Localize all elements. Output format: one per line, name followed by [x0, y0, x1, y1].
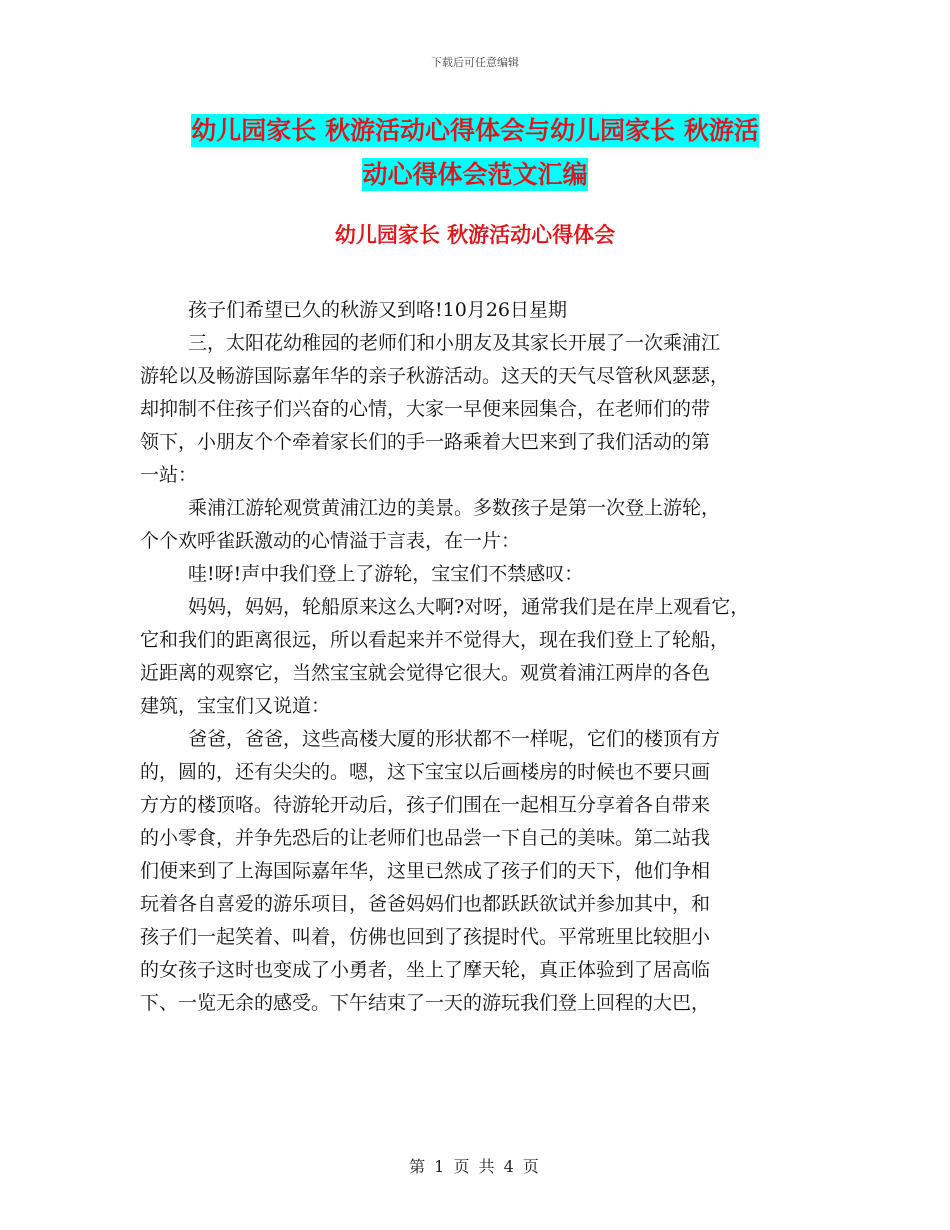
- body-line: 却抑制不住孩子们兴奋的心情，大家一早便来园集合，在老师们的带: [140, 398, 711, 420]
- body-line: 孩子们一起笑着、叫着，仿佛也回到了孩提时代。平常班里比较胆小: [140, 926, 711, 948]
- body-line: 爸爸，爸爸，这些高楼大厦的形状都不一样呢，它们的楼顶有方: [188, 728, 721, 750]
- body-line: 方方的楼顶咯。待游轮开动后，孩子们围在一起相互分享着各自带来: [140, 794, 711, 816]
- body-line: 近距离的观察它，当然宝宝就会觉得它很大。观赏着浦江两岸的各色: [140, 662, 711, 684]
- body-line: 下、一览无余的感受。下午结束了一天的游玩我们登上回程的大巴，: [140, 992, 711, 1014]
- page-footer: 第 1 页 共 4 页: [409, 1157, 541, 1176]
- body-line: 三，太阳花幼稚园的老师们和小朋友及其家长开展了一次乘浦江: [188, 332, 721, 354]
- document-title-text-2: 动心得体会范文汇编: [362, 160, 588, 189]
- body-line: 的小零食，并争先恐后的让老师们也品尝一下自己的美味。第二站我: [140, 827, 711, 849]
- body-line: 它和我们的距离很远，所以看起来并不觉得大，现在我们登上了轮船，: [140, 629, 730, 651]
- body-line: 一站：: [140, 464, 198, 486]
- page-header-note: 下载后可任意编辑: [431, 56, 519, 69]
- body-line: 的，圆的，还有尖尖的。嗯，这下宝宝以后画楼房的时候也不要只画: [140, 761, 711, 783]
- section-title: 幼儿园家长 秋游活动心得体会: [334, 223, 616, 247]
- body-line: 孩子们希望已久的秋游又到咯!10月26日星期: [188, 299, 567, 321]
- body-line: 的女孩子这时也变成了小勇者，坐上了摩天轮，真正体验到了居高临: [140, 959, 711, 981]
- body-line: 游轮以及畅游国际嘉年华的亲子秋游活动。这天的天气尽管秋风瑟瑟，: [140, 365, 730, 387]
- body-line: 们便来到了上海国际嘉年华，这里已然成了孩子们的天下，他们争相: [140, 860, 711, 882]
- body-line: 领下，小朋友个个牵着家长们的手一路乘着大巴来到了我们活动的第: [140, 431, 711, 453]
- document-title-line-1: [0, 114, 950, 148]
- body-line: 哇!呀!声中我们登上了游轮，宝宝们不禁感叹：: [188, 563, 584, 585]
- document-title-text-1: 幼儿园家长 秋游活动心得体会与幼儿园家长 秋游活: [191, 116, 759, 145]
- body-line: 乘浦江游轮观赏黄浦江边的美景。多数孩子是第一次登上游轮，: [188, 497, 721, 519]
- body-text: [140, 294, 820, 1020]
- body-line: 妈妈，妈妈，轮船原来这么大啊?对呀，通常我们是在岸上观看它，: [188, 596, 750, 618]
- document-title-line-2: [0, 158, 950, 192]
- body-line: 个个欢呼雀跃激动的心情溢于言表，在一片：: [140, 530, 521, 552]
- body-line: 建筑，宝宝们又说道：: [140, 695, 331, 717]
- body-line: 玩着各自喜爱的游乐项目，爸爸妈妈们也都跃跃欲试并参加其中，和: [140, 893, 711, 915]
